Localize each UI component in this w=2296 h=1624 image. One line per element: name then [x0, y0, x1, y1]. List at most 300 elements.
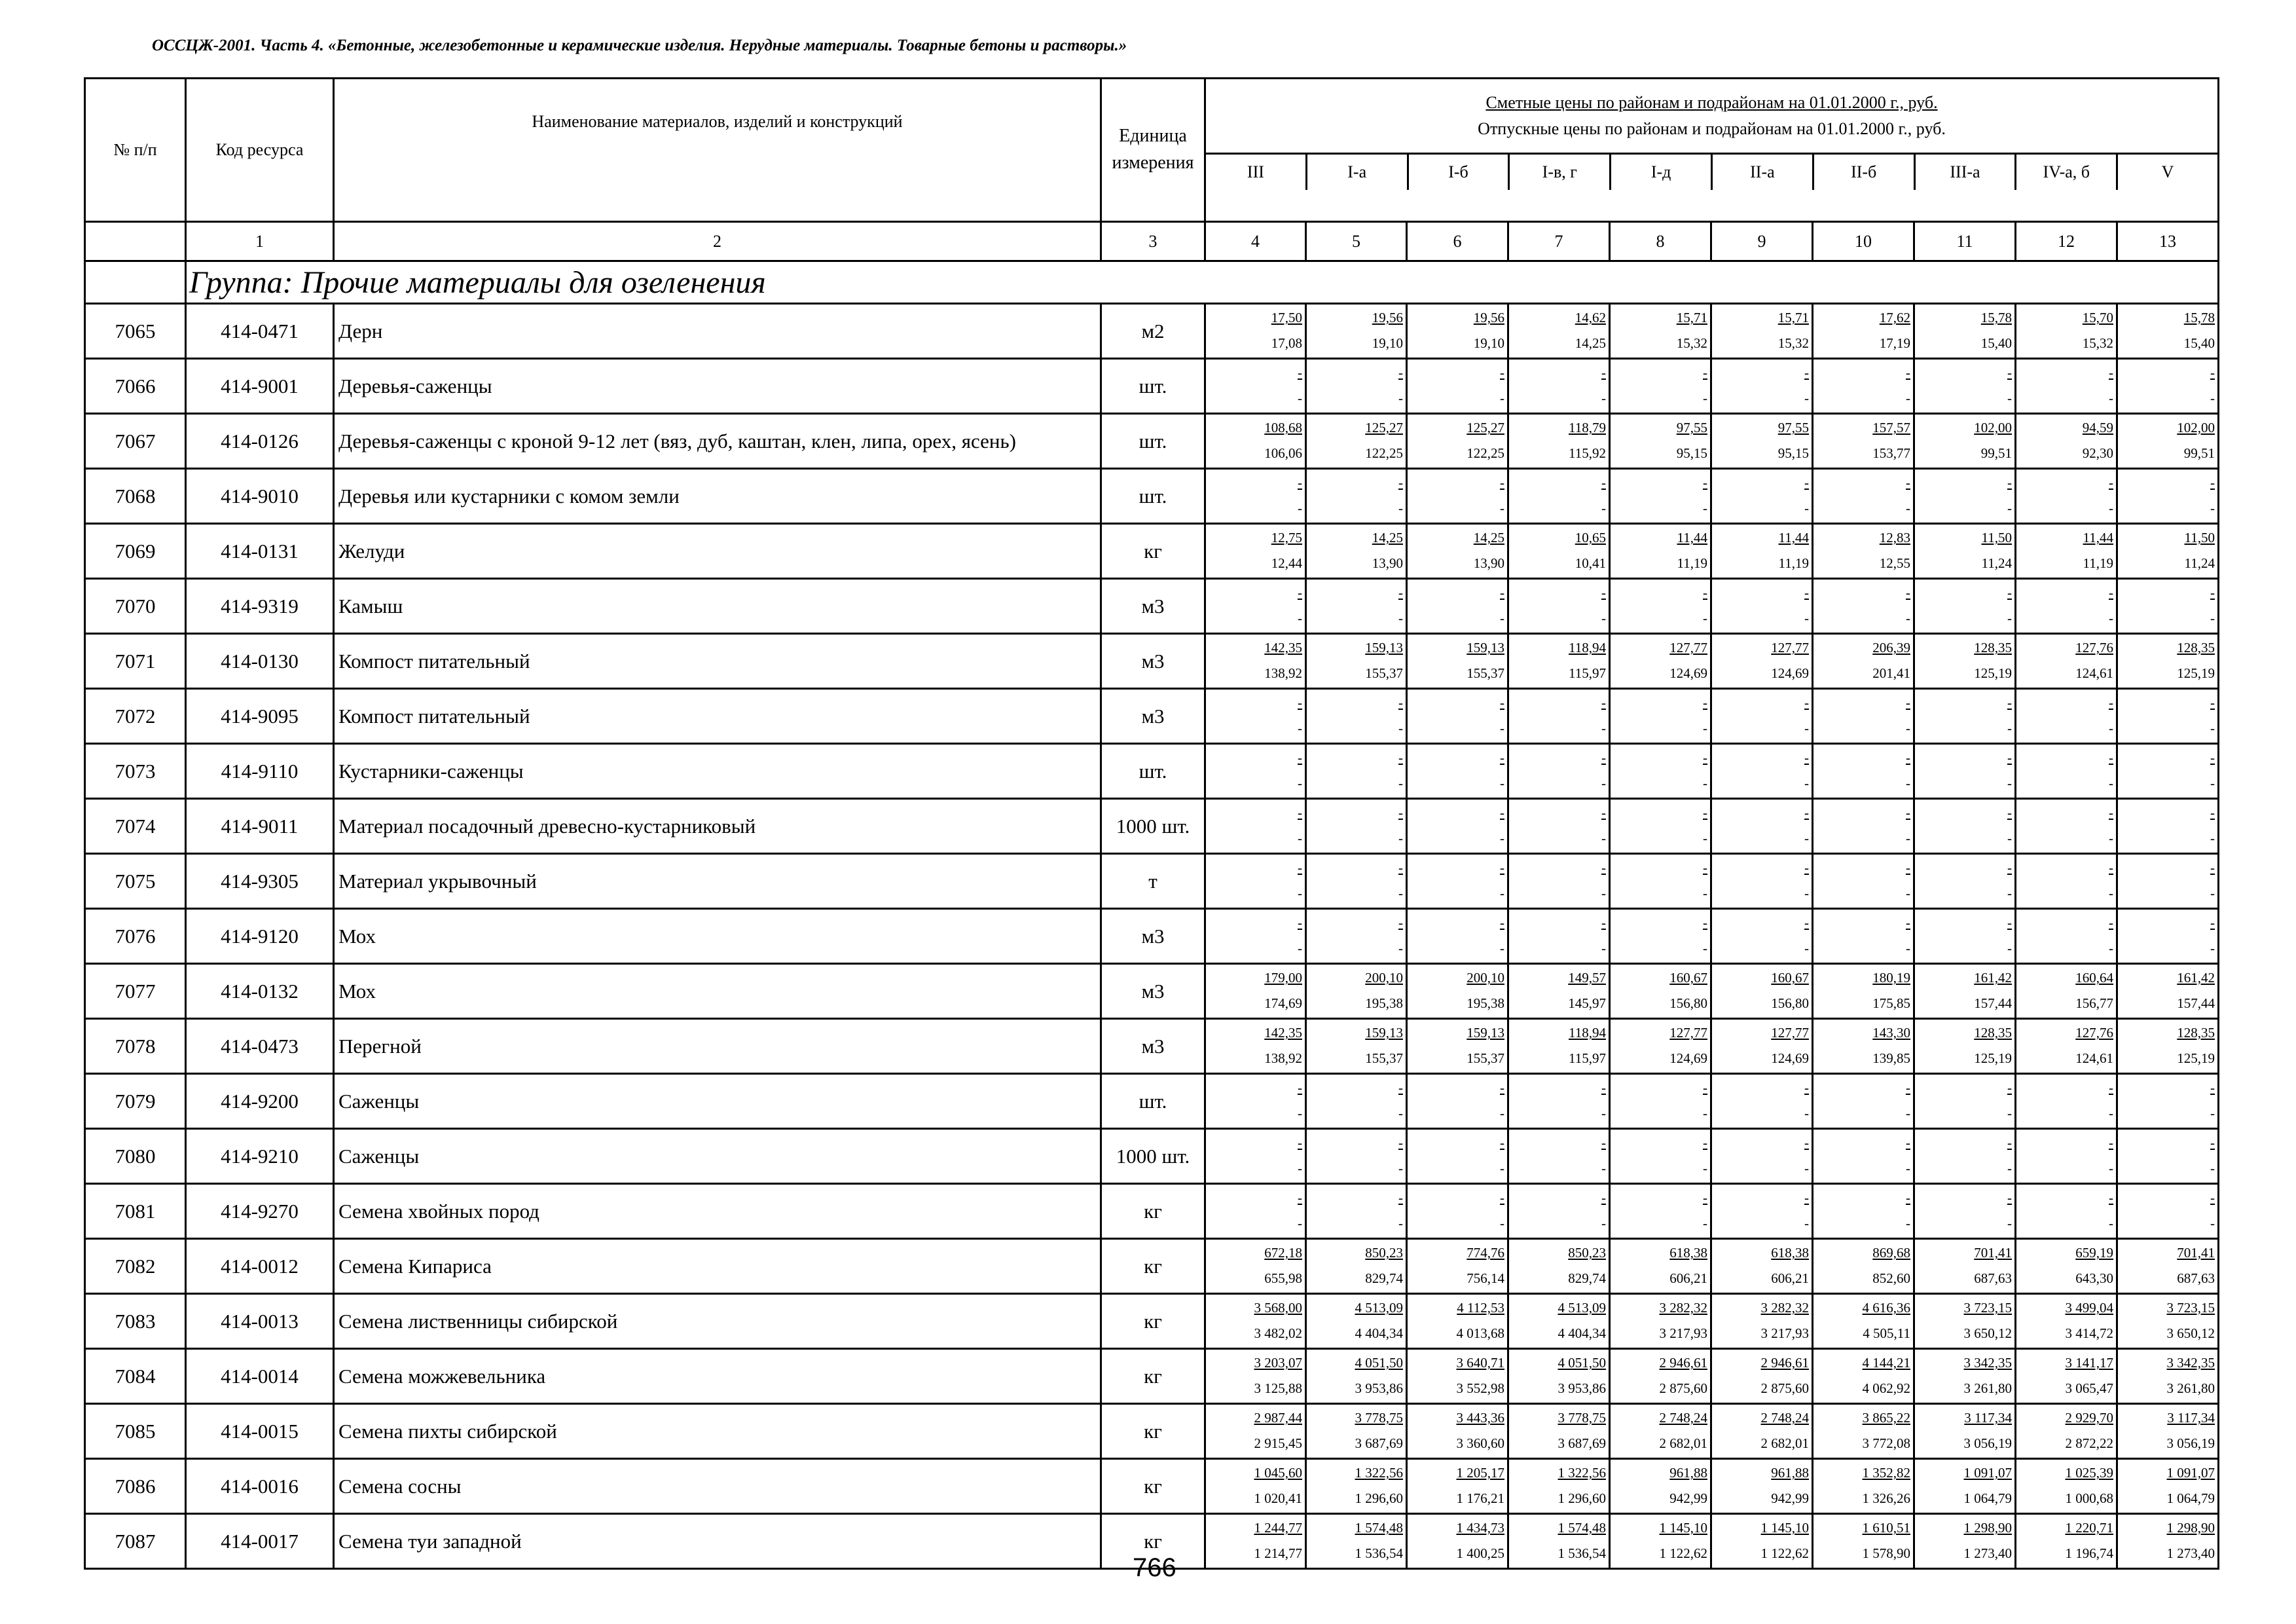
estimate-price: 127,77	[1669, 1025, 1707, 1041]
group-title: Группа: Прочие материалы для озеленения	[186, 261, 2219, 304]
unit-of-measure: кг	[1101, 524, 1205, 579]
estimate-price: 850,23	[1568, 1245, 1606, 1261]
release-price: -	[1906, 390, 1910, 406]
column-number: 2	[334, 222, 1101, 261]
unit-of-measure: м2	[1101, 304, 1205, 359]
price-cell	[1508, 1514, 1610, 1569]
estimate-price: -	[1804, 1190, 1809, 1206]
resource-code: 414-0473	[186, 1019, 334, 1074]
release-price: 942,99	[1771, 1490, 1809, 1506]
estimate-price: 159,13	[1467, 1025, 1504, 1041]
release-price: -	[1804, 610, 1809, 626]
column-number: 11	[1914, 222, 2016, 261]
row-number: 7075	[85, 854, 186, 909]
release-price: 3 360,60	[1456, 1435, 1504, 1451]
estimate-price: 1 574,48	[1558, 1520, 1606, 1536]
release-price: 155,37	[1467, 1050, 1504, 1066]
release-price: 122,25	[1467, 445, 1504, 461]
release-price: -	[2109, 720, 2113, 736]
price-cell	[1914, 1404, 2016, 1459]
price-cell	[1205, 744, 1306, 799]
estimate-price: -	[1703, 1080, 1707, 1096]
estimate-price: -	[1703, 805, 1707, 821]
estimate-price: -	[1906, 365, 1910, 380]
release-price: -	[2109, 775, 2113, 791]
release-price: 1 326,26	[1862, 1490, 1910, 1506]
price-cell	[1508, 1184, 1610, 1239]
release-price: 1 273,40	[2166, 1545, 2215, 1561]
estimate-price: -	[1500, 750, 1504, 766]
resource-code: 414-0017	[186, 1514, 334, 1569]
unit-of-measure: кг	[1101, 1294, 1205, 1349]
region-header: III-а	[1914, 155, 2015, 190]
release-price: -	[1500, 1215, 1504, 1231]
group-row	[85, 261, 2219, 304]
price-cell	[2016, 799, 2117, 854]
unit-of-measure: шт.	[1101, 1074, 1205, 1129]
estimate-price: 1 091,07	[1963, 1465, 2012, 1481]
estimate-price: -	[1298, 915, 1302, 931]
table-row	[85, 524, 2219, 579]
estimate-price: 160,64	[2075, 970, 2113, 986]
price-cell	[1205, 1514, 1306, 1569]
material-name: Семена лиственницы сибирской	[334, 1294, 1101, 1349]
estimate-price: -	[1601, 365, 1606, 380]
price-cell	[2117, 744, 2219, 799]
price-cell	[1306, 359, 1407, 414]
estimate-price: 618,38	[1771, 1245, 1809, 1261]
estimate-price: 102,00	[2177, 420, 2215, 435]
estimate-price: -	[1804, 365, 1809, 380]
resource-code: 414-9010	[186, 469, 334, 524]
column-number: 7	[1508, 222, 1610, 261]
release-price: 852,60	[1872, 1270, 1910, 1286]
estimate-price: 142,35	[1264, 1025, 1302, 1041]
material-name: Мох	[334, 909, 1101, 964]
estimate-price: 19,56	[1473, 310, 1504, 325]
release-price: 11,24	[1981, 555, 2012, 571]
price-cell	[2117, 469, 2219, 524]
estimate-price: -	[1906, 1135, 1910, 1151]
release-price: -	[1906, 1160, 1910, 1176]
price-table	[84, 77, 2219, 1570]
resource-code: 414-9110	[186, 744, 334, 799]
release-price: -	[1703, 775, 1707, 791]
release-price: 1 400,25	[1456, 1545, 1504, 1561]
resource-code: 414-0012	[186, 1239, 334, 1294]
row-number: 7081	[85, 1184, 186, 1239]
estimate-price: 1 205,17	[1456, 1465, 1504, 1481]
estimate-price: -	[1398, 1135, 1403, 1151]
price-cell	[2117, 1294, 2219, 1349]
price-cell	[1306, 1404, 1407, 1459]
region-headers	[1206, 153, 2217, 190]
price-cell	[1813, 799, 1914, 854]
unit-of-measure: м3	[1101, 689, 1205, 744]
estimate-price: 128,35	[1974, 640, 2012, 655]
price-cell	[1813, 579, 1914, 634]
release-price: 1 536,54	[1558, 1545, 1606, 1561]
estimate-price: -	[2210, 695, 2215, 710]
estimate-price: -	[1398, 585, 1403, 600]
price-cell	[1813, 359, 1914, 414]
estimate-price: -	[1703, 365, 1707, 380]
release-price: -	[2109, 1160, 2113, 1176]
price-cell	[1813, 964, 1914, 1019]
price-cell	[1306, 1294, 1407, 1349]
price-cell	[1711, 1019, 1813, 1074]
estimate-price: -	[1601, 750, 1606, 766]
price-cell	[1914, 689, 2016, 744]
price-cell	[1813, 1129, 1914, 1184]
estimate-price: 14,25	[1473, 530, 1504, 545]
estimate-price: 12,75	[1271, 530, 1302, 545]
price-cell	[2016, 1074, 2117, 1129]
release-price: 155,37	[1467, 665, 1504, 681]
release-price: 12,55	[1879, 555, 1910, 571]
release-price: -	[2210, 1160, 2215, 1176]
price-cell	[1914, 524, 2016, 579]
estimate-price: 127,76	[2075, 1025, 2113, 1041]
release-price: -	[1398, 830, 1403, 846]
price-cell	[1610, 1019, 1711, 1074]
estimate-price: 2 946,61	[1760, 1355, 1809, 1371]
material-name: Материал посадочный древесно-кустарниковый	[334, 799, 1101, 854]
estimate-price: -	[2210, 860, 2215, 876]
price-cell	[1914, 469, 2016, 524]
price-cell	[1610, 304, 1711, 359]
price-cell	[1711, 1294, 1813, 1349]
resource-code: 414-9319	[186, 579, 334, 634]
release-price: 14,25	[1575, 335, 1606, 351]
price-cell	[1306, 304, 1407, 359]
release-price: -	[2109, 885, 2113, 901]
unit-of-measure: м3	[1101, 909, 1205, 964]
table-row	[85, 1074, 2219, 1129]
price-cell	[1306, 1349, 1407, 1404]
material-name: Семена хвойных пород	[334, 1184, 1101, 1239]
price-cell	[1914, 799, 2016, 854]
release-price: 3 687,69	[1558, 1435, 1606, 1451]
release-price: 153,77	[1872, 445, 1910, 461]
price-cell	[1407, 304, 1508, 359]
estimate-price: 127,77	[1669, 640, 1707, 655]
estimate-price: -	[1703, 1135, 1707, 1151]
price-cell	[1711, 1129, 1813, 1184]
estimate-price: -	[2109, 750, 2113, 766]
release-price: 11,19	[1677, 555, 1707, 571]
release-price: 942,99	[1669, 1490, 1707, 1506]
estimate-price: -	[1500, 915, 1504, 931]
release-price: 95,15	[1676, 445, 1707, 461]
material-name: Деревья-саженцы с кроной 9-12 лет (вяз, дуб, каштан, клен, липа, орех, ясень)	[334, 414, 1101, 469]
release-price: -	[1703, 1105, 1707, 1121]
estimate-price: 1 322,56	[1558, 1465, 1606, 1481]
estimate-price: -	[1298, 585, 1302, 600]
estimate-price: -	[2109, 365, 2113, 380]
release-price: -	[1500, 830, 1504, 846]
price-cell	[1813, 854, 1914, 909]
release-price: 175,85	[1872, 995, 1910, 1011]
price-cell	[2117, 964, 2219, 1019]
row-number: 7078	[85, 1019, 186, 1074]
release-price: -	[1298, 940, 1302, 956]
price-cell	[1205, 799, 1306, 854]
release-price: -	[1703, 940, 1707, 956]
price-cell	[1711, 524, 1813, 579]
estimate-price: 97,55	[1676, 420, 1707, 435]
release-price: -	[1298, 610, 1302, 626]
price-cell	[1914, 854, 2016, 909]
estimate-price: 161,42	[1974, 970, 2012, 986]
release-price: 201,41	[1872, 665, 1910, 681]
release-price: 2 872,22	[2065, 1435, 2113, 1451]
release-price: -	[2210, 610, 2215, 626]
estimate-price: 3 141,17	[2065, 1355, 2113, 1371]
price-cell	[1508, 414, 1610, 469]
price-cell	[1711, 634, 1813, 689]
price-cell	[1205, 1184, 1306, 1239]
release-price: 195,38	[1467, 995, 1504, 1011]
estimate-price: 128,35	[2177, 640, 2215, 655]
release-price: 2 915,45	[1254, 1435, 1302, 1451]
estimate-price: 15,78	[2183, 310, 2215, 325]
estimate-price: -	[1703, 475, 1707, 490]
resource-code: 414-9001	[186, 359, 334, 414]
price-cell	[2016, 469, 2117, 524]
price-cell	[1711, 1514, 1813, 1569]
row-number: 7070	[85, 579, 186, 634]
estimate-price: -	[2109, 1080, 2113, 1096]
price-cell	[1205, 964, 1306, 1019]
column-number: 8	[1610, 222, 1711, 261]
price-cell	[1407, 964, 1508, 1019]
release-price: -	[1601, 720, 1606, 736]
price-cell	[1813, 414, 1914, 469]
release-price: 1 296,60	[1355, 1490, 1403, 1506]
release-price: 13,90	[1372, 555, 1403, 571]
estimate-price: 125,27	[1467, 420, 1504, 435]
release-price: -	[1298, 775, 1302, 791]
estimate-price: -	[2210, 1190, 2215, 1206]
price-cell	[1914, 744, 2016, 799]
release-price: 643,30	[2075, 1270, 2113, 1286]
estimate-price: 159,13	[1365, 640, 1403, 655]
price-cell	[1508, 634, 1610, 689]
price-cell	[2016, 1459, 2117, 1514]
material-name: Семена Кипариса	[334, 1239, 1101, 1294]
release-price: 138,92	[1264, 665, 1302, 681]
estimate-price: 4 051,50	[1355, 1355, 1403, 1371]
estimate-price: 3 865,22	[1862, 1410, 1910, 1426]
row-number: 7069	[85, 524, 186, 579]
release-price: 125,19	[2177, 665, 2215, 681]
material-name: Семена пихты сибирской	[334, 1404, 1101, 1459]
release-price: 1 273,40	[1963, 1545, 2012, 1561]
release-price: 195,38	[1365, 995, 1403, 1011]
unit-of-measure: 1000 шт.	[1101, 1129, 1205, 1184]
release-price: -	[1906, 500, 1910, 516]
price-cell	[1306, 1459, 1407, 1514]
price-cell	[1914, 1074, 2016, 1129]
price-cell	[1813, 469, 1914, 524]
estimate-price: 1 352,82	[1862, 1465, 1910, 1481]
estimate-price: 127,76	[2075, 640, 2113, 655]
region-header: I-в, г	[1508, 155, 1609, 190]
price-cell	[1407, 689, 1508, 744]
price-cell	[1711, 1349, 1813, 1404]
price-cell	[1914, 909, 2016, 964]
table-row	[85, 1019, 2219, 1074]
estimate-price: -	[2109, 695, 2113, 710]
release-price: -	[1500, 610, 1504, 626]
release-price: 125,19	[2177, 1050, 2215, 1066]
col-header-name: Наименование материалов, изделий и конструкций	[334, 79, 1101, 222]
release-price: -	[2007, 720, 2012, 736]
release-price: 155,37	[1365, 665, 1403, 681]
unit-of-measure: кг	[1101, 1184, 1205, 1239]
material-name: Семена можжевельника	[334, 1349, 1101, 1404]
price-cell	[2117, 1459, 2219, 1514]
estimate-price: -	[2109, 1190, 2113, 1206]
price-cell	[1407, 909, 1508, 964]
estimate-price: -	[1500, 475, 1504, 490]
estimate-price: -	[1906, 860, 1910, 876]
release-price: -	[2109, 610, 2113, 626]
estimate-price: -	[2007, 365, 2012, 380]
release-price: -	[2210, 775, 2215, 791]
release-price: 115,97	[1569, 665, 1606, 681]
estimate-price: 97,55	[1777, 420, 1809, 435]
estimate-price: -	[1398, 805, 1403, 821]
estimate-price: 127,77	[1771, 1025, 1809, 1041]
release-price: -	[1298, 390, 1302, 406]
estimate-price: -	[1601, 695, 1606, 710]
estimate-price: -	[2210, 365, 2215, 380]
price-cell	[1508, 964, 1610, 1019]
estimate-price: 2 748,24	[1760, 1410, 1809, 1426]
price-cell	[2117, 1239, 2219, 1294]
release-price: -	[1298, 885, 1302, 901]
estimate-price: -	[1804, 860, 1809, 876]
price-cell	[1508, 909, 1610, 964]
release-price: 125,19	[1974, 665, 2012, 681]
estimate-price: 200,10	[1365, 970, 1403, 986]
estimate-price: 2 929,70	[2065, 1410, 2113, 1426]
release-price: 4 404,34	[1355, 1325, 1403, 1341]
release-price: 1 536,54	[1355, 1545, 1403, 1561]
release-price: 3 482,02	[1254, 1325, 1302, 1341]
estimate-price: -	[1804, 750, 1809, 766]
estimate-price: 618,38	[1669, 1245, 1707, 1261]
row-number: 7072	[85, 689, 186, 744]
estimate-price: 12,83	[1879, 530, 1910, 545]
row-number: 7074	[85, 799, 186, 854]
row-number: 7073	[85, 744, 186, 799]
table-row	[85, 579, 2219, 634]
price-cell	[2117, 689, 2219, 744]
release-price: 655,98	[1264, 1270, 1302, 1286]
document-header: ОССЦЖ-2001. Часть 4. «Бетонные, железобетонные и керамические изделия. Нерудные материалы. Товарные бетоны и растворы.»	[152, 37, 1127, 54]
resource-code: 414-0131	[186, 524, 334, 579]
price-cell	[1813, 304, 1914, 359]
release-price: 606,21	[1669, 1270, 1707, 1286]
estimate-price: -	[1601, 1135, 1606, 1151]
estimate-price: -	[1703, 695, 1707, 710]
col-header-unit: Единица измерения	[1101, 79, 1205, 222]
price-cell	[1711, 469, 1813, 524]
release-price: 11,24	[2184, 555, 2215, 571]
price-cell	[1610, 1129, 1711, 1184]
material-name: Мох	[334, 964, 1101, 1019]
price-cell	[1407, 1074, 1508, 1129]
price-cell	[2117, 579, 2219, 634]
estimate-price: 3 778,75	[1558, 1410, 1606, 1426]
unit-of-measure: шт.	[1101, 469, 1205, 524]
price-cell	[2117, 909, 2219, 964]
release-price: -	[2007, 1105, 2012, 1121]
price-cell	[1711, 1404, 1813, 1459]
release-price: 124,69	[1669, 1050, 1707, 1066]
price-cell	[1306, 1019, 1407, 1074]
release-price: -	[1703, 1160, 1707, 1176]
price-cell	[1711, 304, 1813, 359]
resource-code: 414-9120	[186, 909, 334, 964]
estimate-price: 128,35	[2177, 1025, 2215, 1041]
estimate-price: 118,94	[1569, 1025, 1606, 1041]
price-cell	[1508, 1239, 1610, 1294]
price-cell	[1914, 634, 2016, 689]
estimate-price: 102,00	[1974, 420, 2012, 435]
price-cell	[1306, 1239, 1407, 1294]
column-number: 10	[1813, 222, 1914, 261]
estimate-price: 659,19	[2075, 1245, 2113, 1261]
estimate-price: 14,25	[1372, 530, 1403, 545]
release-price: -	[1804, 830, 1809, 846]
release-price: 3 953,86	[1558, 1380, 1606, 1396]
release-price: 606,21	[1771, 1270, 1809, 1286]
release-price: -	[1906, 1215, 1910, 1231]
price-cell	[2016, 1514, 2117, 1569]
price-cell	[1407, 1404, 1508, 1459]
estimate-price: -	[1298, 750, 1302, 766]
release-price: -	[2109, 940, 2113, 956]
unit-of-measure: кг	[1101, 1514, 1205, 1569]
row-number: 7068	[85, 469, 186, 524]
price-cell	[1610, 1404, 1711, 1459]
release-price: -	[1398, 885, 1403, 901]
region-header: V	[2116, 155, 2217, 190]
release-price: 15,32	[2082, 335, 2113, 351]
release-price: 19,10	[1473, 335, 1504, 351]
price-cell	[1508, 524, 1610, 579]
material-name: Саженцы	[334, 1129, 1101, 1184]
release-price: 92,30	[2082, 445, 2113, 461]
price-cell	[2117, 414, 2219, 469]
release-price: -	[1906, 775, 1910, 791]
price-cell	[1610, 1514, 1711, 1569]
release-price: 3 772,08	[1862, 1435, 1910, 1451]
release-price: 138,92	[1264, 1050, 1302, 1066]
table-row	[85, 689, 2219, 744]
estimate-price: -	[1804, 805, 1809, 821]
price-cell	[1407, 1019, 1508, 1074]
estimate-prices-title: Сметные цены по районам и подрайонам на 01.01.2000 г., руб.	[1485, 92, 1938, 112]
estimate-price: 108,68	[1264, 420, 1302, 435]
price-cell	[1508, 689, 1610, 744]
release-price: 122,25	[1365, 445, 1403, 461]
estimate-price: 1 298,90	[1963, 1520, 2012, 1536]
